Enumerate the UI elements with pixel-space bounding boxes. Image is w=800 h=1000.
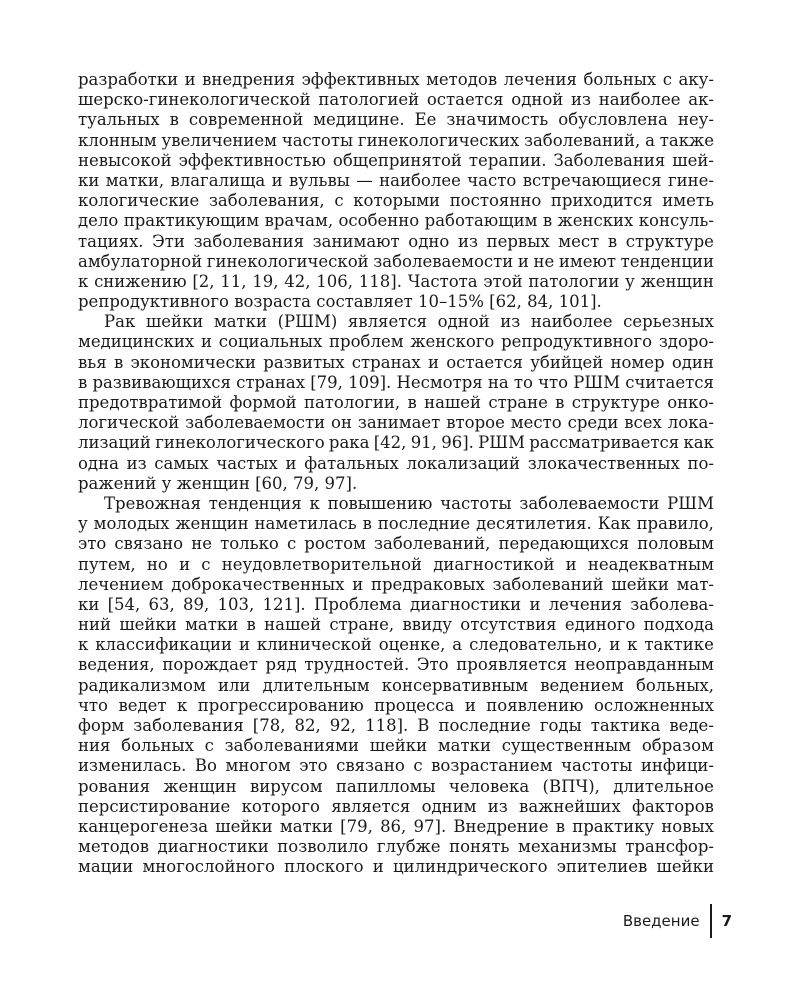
text-line: ки матки, влагалища и вульвы — наиболее часто встречающиеся гине- — [78, 170, 714, 190]
text-line: невысокой эффективностью общепринятой терапии. Заболевания шей- — [78, 150, 714, 170]
footer-divider — [710, 904, 712, 938]
text-line: изменилась. Во многом это связано с возрастанием частоты инфици- — [78, 756, 714, 776]
paragraph — [78, 312, 714, 494]
text-line: ки [54, 63, 89, 103, 121]. Проблема диагностики и лечения заболева- — [78, 594, 714, 614]
text-line: это связано не только с ростом заболеваний, передающихся половым — [78, 534, 714, 554]
text-line: в развивающихся странах [79, 109]. Несмотря на то что РШМ считается — [78, 372, 714, 392]
text-line: медицинских и социальных проблем женского репродуктивного здоро- — [78, 332, 714, 352]
text-line: к классификации и клинической оценке, а следовательно, и к тактике — [78, 635, 714, 655]
text-line: к снижению [2, 11, 19, 42, 106, 118]. Частота этой патологии у женщин — [78, 271, 714, 291]
paragraph — [78, 494, 714, 878]
text-line: что ведет к прогрессированию процесса и появлению осложненных — [78, 695, 714, 715]
text-line: ния больных с заболеваниями шейки матки существенным образом — [78, 736, 714, 756]
text-line: репродуктивного возраста составляет 10–15% [62, 84, 101]. — [78, 292, 602, 312]
text-line: дело практикующим врачам, особенно работающим в женских консуль- — [78, 211, 714, 231]
text-line: ражений у женщин [60, 79, 97]. — [78, 473, 358, 493]
text-line: у молодых женщин наметилась в последние десятилетия. Как правило, — [78, 514, 714, 534]
text-line: разработки и внедрения эффективных методов лечения больных с аку- — [78, 70, 714, 89]
text-line: методов диагностики позволило глубже понять механизмы трансфор- — [78, 837, 714, 857]
text-line: путем, но и с неудовлетворительной диагностикой и неадекватным — [78, 554, 714, 574]
text-line: рования женщин вирусом папилломы человека (ВПЧ), длительное — [78, 776, 714, 796]
text-line: лизаций гинекологического рака [42, 91, 96]. РШМ рассматривается как — [78, 433, 714, 453]
running-footer — [623, 904, 732, 938]
text-line: тациях. Эти заболевания занимают одно из первых мест в структуре — [78, 231, 714, 251]
paragraph — [78, 70, 714, 312]
text-line: логической заболеваемости он занимает второе место среди всех лока- — [78, 413, 714, 433]
body-text — [78, 70, 714, 878]
text-line: форм заболевания [78, 82, 92, 118]. В последние годы тактика веде- — [78, 716, 714, 735]
text-line: ведения, порождает ряд трудностей. Это проявляется неоправданным — [78, 655, 714, 675]
text-line: персистирование которого является одним из важнейших факторов — [78, 796, 714, 816]
text-line: ний шейки матки в нашей стране, ввиду отсутствия единого подхода — [78, 615, 714, 635]
text-line: Рак шейки матки (РШМ) является одной из наиболее серьезных — [104, 312, 714, 332]
text-line: клонным увеличением частоты гинекологических заболеваний, а также — [78, 130, 714, 150]
text-line: предотвратимой формой патологии, в нашей стране в структуре онко- — [78, 393, 714, 412]
text-line: кологические заболевания, с которыми постоянно приходится иметь — [78, 191, 714, 211]
text-line: канцерогенеза шейки матки [79, 86, 97]. Внедрение в практику новых — [78, 816, 714, 836]
text-line: амбулаторной гинекологической заболеваемости и не имеют тенденции — [78, 251, 714, 271]
text-line: вья в экономически развитых странах и остается убийцей номер один — [78, 352, 714, 372]
text-line: одна из самых частых и фатальных локализаций злокачественных по- — [78, 453, 714, 473]
section-title: Введение — [622, 912, 700, 930]
text-line: радикализмом или длительным консервативным ведением больных, — [78, 675, 714, 695]
text-line: Тревожная тенденция к повышению частоты заболеваемости РШМ — [104, 493, 714, 513]
page-number: 7 — [721, 912, 732, 930]
text-line: мации многослойного плоского и цилиндрического эпителиев шейки — [78, 857, 714, 877]
text-line: туальных в современной медицине. Ее значимость обусловлена неу- — [78, 110, 714, 130]
text-line: шерско-гинекологической патологией остается одной из наиболее ак- — [78, 90, 714, 110]
text-line: лечением доброкачественных и предраковых заболеваний шейки мат- — [78, 574, 714, 594]
